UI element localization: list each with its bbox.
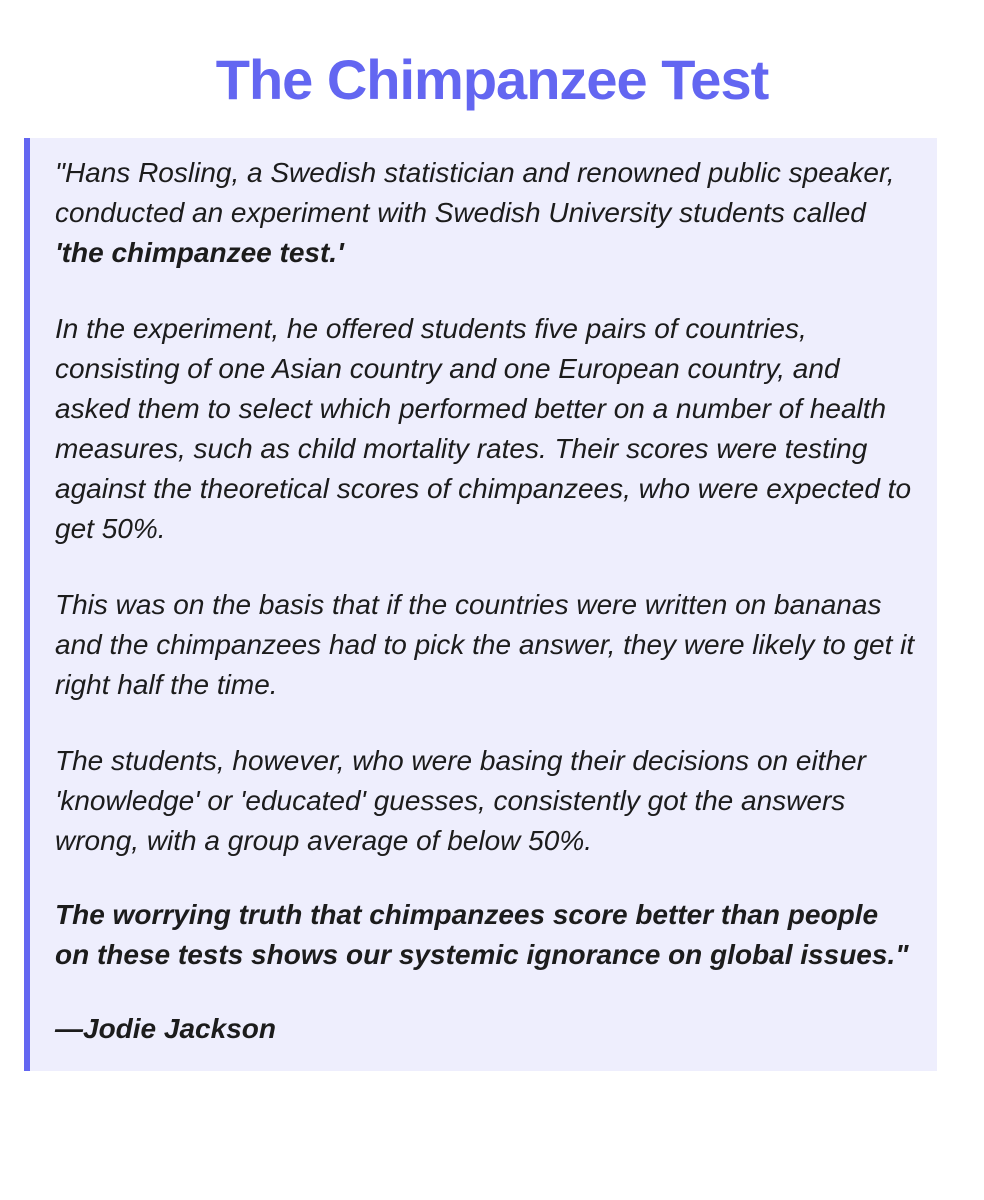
quote-paragraph-2: In the experiment, he offered students five pairs of countries, consisting of one Asian country and one European country, and asked them to select which performed better on a number of health measures, such as child mortality rates. Their scores were testing against the theoretical scores of chimpanzees, who were expected to get 50%. — [55, 313, 912, 544]
quote-paragraph-1 — [55, 153, 917, 273]
quote-paragraph-3: This was on the basis that if the countries were written on bananas and the chimpanzees had to pick the answer, they were likely to get it right half the time. — [55, 589, 915, 700]
quote-paragraph-1-text: "Hans Rosling, a Swedish statistician and renowned public speaker, conducted an experiment with Swedish University students called — [55, 157, 895, 228]
page-title: The Chimpanzee Test — [215, 48, 769, 111]
quote-emphasis: 'the chimpanzee test.' — [55, 237, 344, 268]
quote-conclusion: The worrying truth that chimpanzees score better than people on these tests shows our systemic ignorance on global issues." — [55, 899, 909, 970]
quote-paragraph-5 — [55, 895, 917, 975]
quote-attribution: —Jodie Jackson — [55, 1013, 276, 1044]
quote-block — [24, 138, 937, 1071]
quote-paragraph-4: The students, however, who were basing their decisions on either 'knowledge' or 'educated' guesses, consistently got the answers wrong, with a group average of below 50%. — [55, 745, 866, 856]
